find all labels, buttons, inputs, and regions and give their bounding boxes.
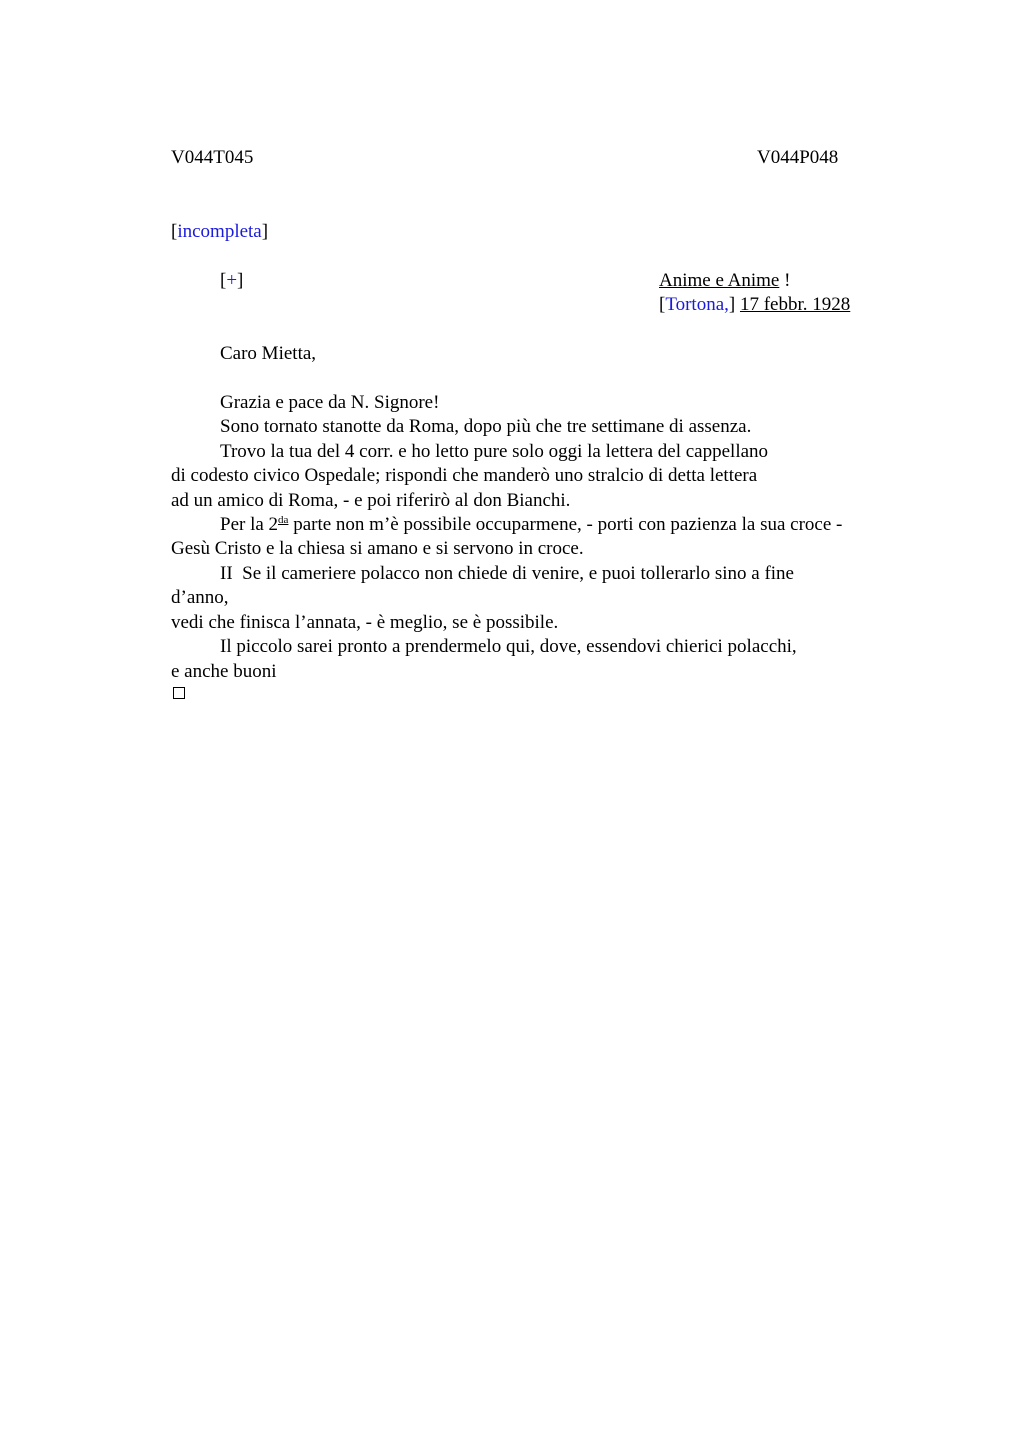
body-line-7: II Se il cameriere polacco non chiede di venire, e puoi tollerarlo sino a fine (220, 563, 794, 584)
motto-text: Anime e Anime (659, 270, 780, 291)
left-archive-code: V044T045 (171, 147, 254, 168)
body-line-5-start: Per la 2 (220, 514, 279, 535)
greeting: Grazia e pace da N. Signore! (220, 392, 440, 413)
body-line-4: ad un amico di Roma, - e poi riferirò al don Bianchi. (171, 490, 571, 511)
dateline-close-bracket: ] (728, 294, 740, 315)
body-line-2: Trovo la tua del 4 corr. e ho letto pure solo oggi la lettera del cappellano (220, 441, 769, 462)
cross-close-bracket: ] (237, 270, 244, 291)
body-line-9: vedi che finisca l’annata, - è meglio, se è possibile. (171, 612, 559, 633)
end-of-text-box-icon (173, 687, 185, 699)
body-line-5 (220, 513, 842, 537)
cross-symbol: + (226, 270, 238, 291)
body-line-6: Gesù Cristo e la chiesa si amano e si servono in croce. (171, 538, 584, 559)
salutation: Caro Mietta, (220, 343, 317, 364)
dateline-date: 17 febbr. 1928 (739, 294, 851, 315)
motto-suffix: ! (779, 270, 791, 291)
body-line-5-end: parte non m’è possibile occuparmene, - porti con pazienza la sua croce - (288, 514, 843, 535)
cross-open-bracket: [ (220, 270, 227, 291)
ordinal-superscript: da (278, 514, 289, 526)
status-open-bracket: [ (171, 221, 178, 242)
body-line-11: e anche buoni (171, 661, 277, 682)
status-close-bracket: ] (261, 221, 269, 242)
cross-mark (220, 269, 243, 293)
body-line-8: d’anno, (171, 587, 229, 608)
body-line-10: Il piccolo sarei pronto a prendermelo qui, dove, essendovi chierici polacchi, (220, 636, 797, 657)
status-label: incompleta (177, 221, 262, 242)
status-note (171, 220, 268, 244)
right-archive-code: V044P048 (757, 147, 839, 168)
motto (659, 269, 790, 293)
dateline-place: Tortona, (665, 294, 729, 315)
dateline (659, 293, 850, 317)
body-line-3: di codesto civico Ospedale; rispondi che manderò uno stralcio di detta lettera (171, 465, 758, 486)
body-line-1: Sono tornato stanotte da Roma, dopo più che tre settimane di assenza. (220, 416, 752, 437)
dateline-open-bracket: [ (659, 294, 666, 315)
